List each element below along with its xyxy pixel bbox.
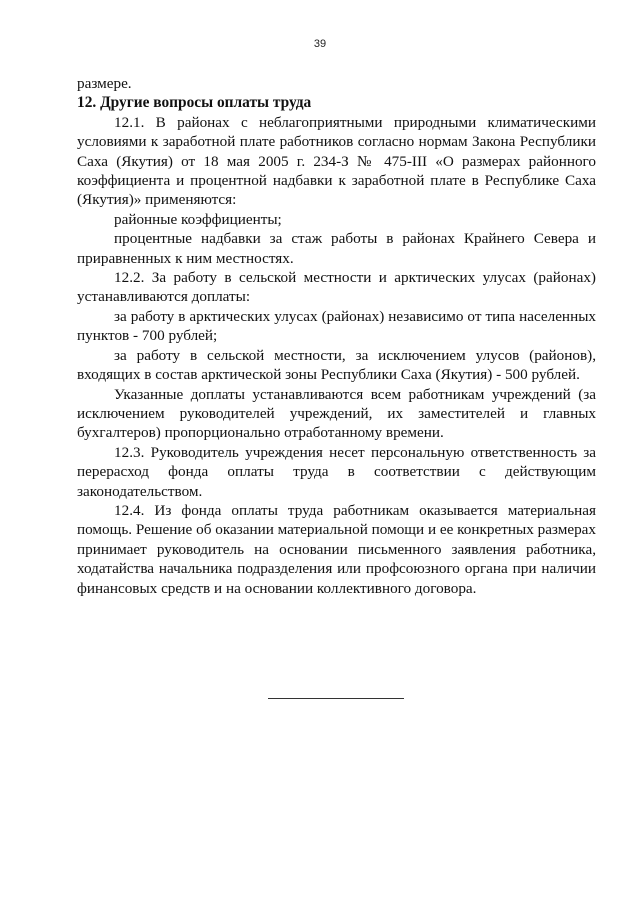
paragraph-12-4: 12.4. Из фонда оплаты труда работникам оказывается материальная помощь. Решение об оказании материальной помощи и ее конкретных размерах принимает руководитель на основании письменного заявления работника, ходатайства начальника подразделения или профсоюзного органа при наличии финансовых средств и на основании коллективного договора. — [77, 501, 596, 597]
paragraph-12-3: 12.3. Руководитель учреждения несет персональную ответственность за перерасход фонда оплаты труда в соответствии с действующим законодательством. — [77, 443, 596, 500]
document-body — [77, 74, 596, 598]
list-item-rural-areas: за работу в сельской местности, за исключением улусов (районов), входящих в состав арктической зоны Республики Саха (Якутия) - 500 рублей. — [77, 346, 596, 384]
list-item-percentage-allowances: процентные надбавки за стаж работы в районах Крайнего Севера и приравненных к ним местностях. — [77, 230, 596, 267]
section-heading: 12. Другие вопросы оплаты труда — [77, 94, 312, 112]
list-item-district-coefficients: районные коэффициенты; — [114, 210, 282, 228]
separator-line — [268, 698, 404, 699]
carry-over-text: размере. — [77, 75, 132, 92]
list-item-arctic-uluses: за работу в арктических улусах (районах) независимо от типа населенных пунктов - 700 рублей; — [77, 307, 596, 345]
paragraph-12-2: 12.2. За работу в сельской местности и арктических улусах (районах) устанавливаются доплаты: — [77, 269, 596, 306]
paragraph-allowances-note: Указанные доплаты устанавливаются всем работникам учреждений (за исключением руководителей учреждений, их заместителей и главных бухгалтеров) пропорционально отработанному времени. — [77, 385, 596, 442]
page-number: 39 — [313, 38, 327, 50]
paragraph-12-1: 12.1. В районах с неблагоприятными природными климатическими условиями к заработной плате работников согласно нормам Закона Республики Саха (Якутия) от 18 мая 2005 г. 234-З № 475-III «О размерах районного коэффициента и процентной надбавки к заработной плате в Республике Саха (Якутия)» применяются: — [77, 113, 596, 209]
